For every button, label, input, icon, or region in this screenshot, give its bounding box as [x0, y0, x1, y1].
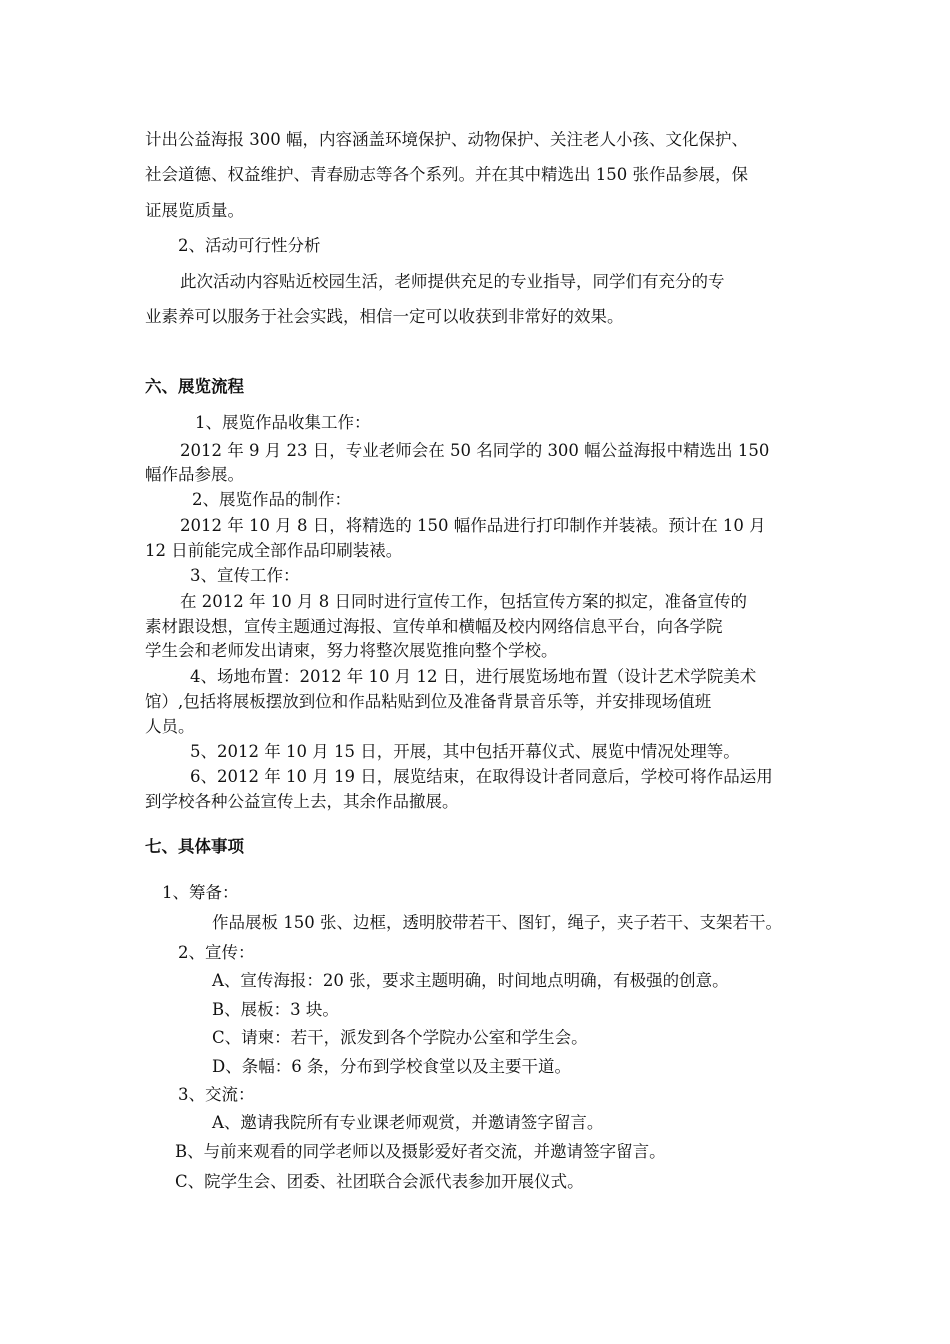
step-3-title: 3、宣传工作：: [190, 566, 300, 585]
step-4-line-1: 4、场地布置：2012 年 10 月 12 日，进行展览场地布置（设计艺术学院美术: [190, 667, 757, 686]
step-3-line-1: 在 2012 年 10 月 8 日同时进行宣传工作，包括宣传方案的拟定，准备宣传的: [180, 592, 747, 611]
step-2-title: 2、展览作品的制作：: [192, 490, 351, 509]
step-6-line-2: 到学校各种公益宣传上去，其余作品撤展。: [145, 792, 459, 811]
step-2-line-2: 12 日前能完成全部作品印刷装裱。: [145, 541, 403, 560]
step-4-line-3: 人员。: [145, 717, 195, 736]
intro-line-3: 证展览质量。: [145, 201, 244, 220]
step-6-line-1: 6、2012 年 10 月 19 日，展览结束，在取得设计者同意后，学校可将作品运用: [190, 767, 773, 786]
promo-item-c: C、请柬：若干，派发到各个学院办公室和学生会。: [212, 1028, 588, 1047]
step-2-line-1: 2012 年 10 月 8 日，将精选的 150 幅作品进行打印制作并装裱。预计在 10 月: [180, 516, 766, 535]
intro-line-1: 计出公益海报 300 幅，内容涵盖环境保护、动物保护、关注老人小孩、文化保护、: [145, 130, 748, 149]
feasibility-title: 2、活动可行性分析: [178, 236, 321, 255]
exchange-item-b: B、与前来观看的同学老师以及摄影爱好者交流，并邀请签字留言。: [175, 1142, 666, 1161]
promo-item-a: A、宣传海报：20 张，要求主题明确，时间地点明确，有极强的创意。: [212, 971, 729, 990]
step-4-line-2: 馆）,包括将展板摆放到位和作品粘贴到位及准备背景音乐等，并安排现场值班: [145, 692, 712, 711]
exchange-title: 3、交流：: [178, 1085, 255, 1104]
feasibility-line-2: 业素养可以服务于社会实践，相信一定可以收获到非常好的效果。: [145, 307, 624, 326]
promo-title: 2、宣传：: [178, 943, 255, 962]
prep-title: 1、筹备：: [162, 883, 239, 902]
promo-item-b: B、展板：3 块。: [212, 1000, 339, 1019]
prep-line: 作品展板 150 张、边框，透明胶带若干、图钉，绳子，夹子若干、支架若干。: [212, 913, 782, 932]
step-3-line-2: 素材跟设想，宣传主题通过海报、宣传单和横幅及校内网络信息平台，向各学院: [145, 617, 723, 636]
step-1-line-1: 2012 年 9 月 23 日，专业老师会在 50 名同学的 300 幅公益海报中精选出 150: [180, 441, 770, 460]
step-5-line-1: 5、2012 年 10 月 15 日，开展，其中包括开幕仪式、展览中情况处理等。: [190, 742, 740, 761]
section-7-title: 七、具体事项: [145, 837, 244, 856]
feasibility-line-1: 此次活动内容贴近校园生活，老师提供充足的专业指导，同学们有充分的专: [180, 272, 725, 291]
step-1-line-2: 幅作品参展。: [145, 465, 244, 484]
section-6-title: 六、展览流程: [145, 377, 244, 396]
intro-line-2: 社会道德、权益维护、青春励志等各个系列。并在其中精选出 150 张作品参展，保: [145, 165, 748, 184]
exchange-item-c: C、院学生会、团委、社团联合会派代表参加开展仪式。: [175, 1172, 584, 1191]
step-3-line-3: 学生会和老师发出请柬，努力将整次展览推向整个学校。: [145, 641, 558, 660]
promo-item-d: D、条幅：6 条，分布到学校食堂以及主要干道。: [212, 1057, 571, 1076]
step-1-title: 1、展览作品收集工作：: [195, 413, 371, 432]
exchange-item-a: A、邀请我院所有专业课老师观赏，并邀请签字留言。: [212, 1113, 604, 1132]
